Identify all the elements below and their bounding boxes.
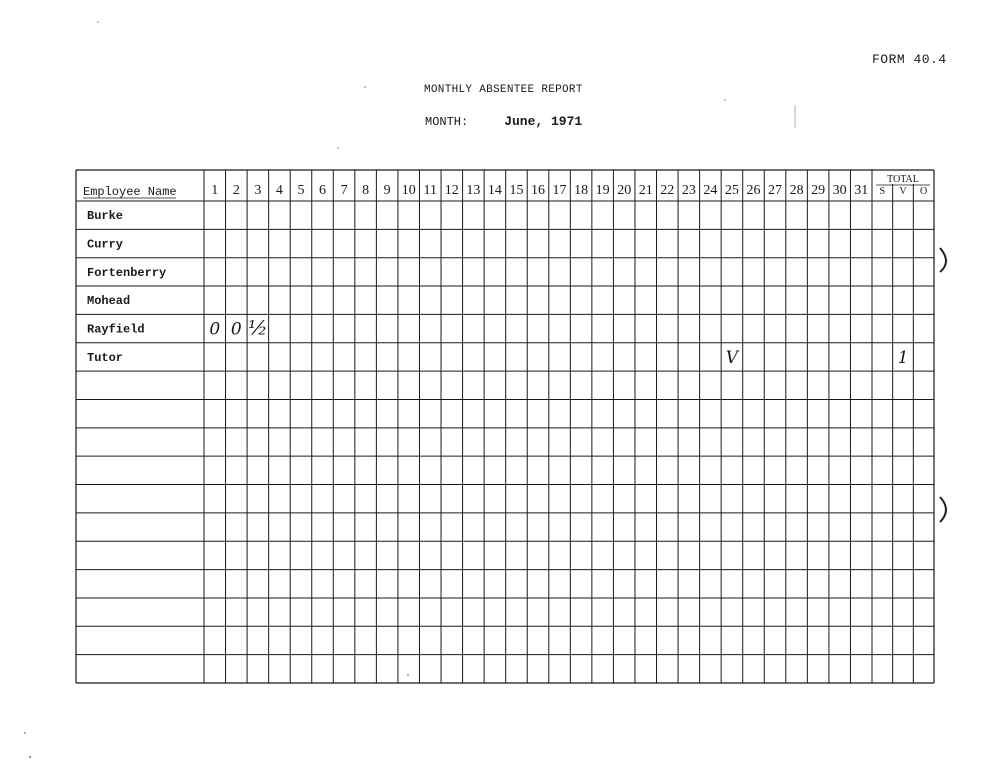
day-header: 7 — [340, 183, 348, 198]
day-header: 16 — [531, 183, 545, 198]
margin-paren-mark — [940, 248, 946, 272]
employee-name-header: Employee Name — [83, 185, 177, 199]
day-header: 29 — [811, 183, 826, 198]
day-header: 25 — [724, 183, 739, 198]
day-header: 8 — [362, 183, 370, 198]
day-header: 18 — [574, 183, 589, 198]
day-header: 15 — [509, 183, 524, 198]
day-header: 6 — [319, 183, 327, 198]
day-header: 17 — [552, 183, 567, 198]
total-subheader: S — [879, 186, 886, 197]
day-header: 4 — [275, 183, 283, 198]
day-header: 1 — [211, 183, 219, 198]
handwritten-entry: ½ — [248, 315, 268, 340]
form-number: FORM 40.4 — [872, 52, 947, 67]
day-header: 5 — [297, 183, 305, 198]
day-header: 19 — [595, 183, 610, 198]
day-header: 31 — [854, 183, 869, 198]
month-label: MONTH: — [425, 115, 469, 129]
day-header: 3 — [254, 183, 262, 198]
employee-name: Curry — [87, 237, 124, 252]
day-header: 20 — [617, 183, 632, 198]
total-subheader: V — [899, 186, 907, 197]
day-header: 2 — [232, 183, 240, 198]
day-header: 13 — [466, 183, 481, 198]
handwritten-entry: V — [725, 347, 739, 368]
day-header: 21 — [638, 183, 653, 198]
employee-name: Fortenberry — [87, 265, 167, 280]
margin-paren-mark — [940, 497, 946, 522]
day-header: 11 — [423, 183, 438, 198]
handwritten-entry: 0 — [230, 319, 242, 340]
day-header: 23 — [681, 183, 696, 198]
month-value: June, 1971 — [504, 114, 583, 129]
total-subheader: O — [920, 186, 928, 197]
day-header: 22 — [660, 183, 675, 198]
day-header: 9 — [383, 183, 391, 198]
day-header: 14 — [487, 183, 502, 198]
day-header: 24 — [703, 183, 718, 198]
day-header: 28 — [789, 183, 804, 198]
report-title: MONTHLY ABSENTEE REPORT — [424, 84, 583, 96]
employee-name: Mohead — [87, 294, 131, 309]
total-header: TOTAL — [887, 174, 919, 185]
employee-name: Rayfield — [87, 322, 145, 337]
day-header: 12 — [444, 183, 459, 198]
employee-name: Tutor — [87, 350, 124, 365]
day-header: 26 — [746, 183, 761, 198]
handwritten-entry: 0 — [209, 319, 221, 340]
employee-name: Burke — [87, 209, 124, 224]
day-header: 10 — [401, 183, 416, 198]
handwritten-entry: 1 — [897, 347, 909, 368]
day-header: 30 — [832, 183, 847, 198]
day-header: 27 — [768, 183, 783, 198]
